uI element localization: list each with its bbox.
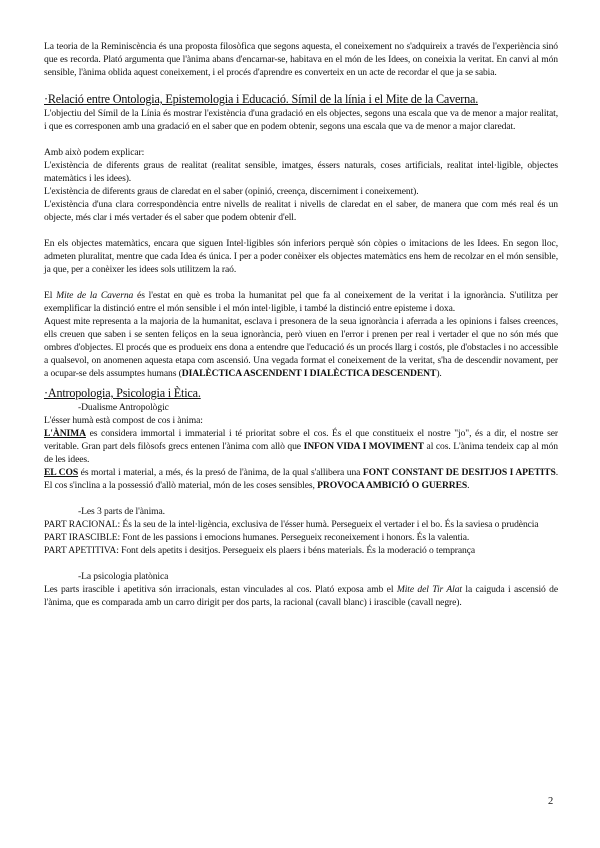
anima-label: L'ÀNIMA xyxy=(44,428,86,439)
cos-label: EL COS xyxy=(44,467,79,478)
subheading-dualisme: -Dualisme Antropològic xyxy=(78,402,169,413)
section-heading-antropologia: ·Antropologia, Psicologia i Ètica. xyxy=(44,386,201,400)
mite-caverna-italic: Mite de la Caverna xyxy=(56,290,134,301)
paragraph-explicar-intro: Amb això podem explicar: xyxy=(44,147,145,158)
paragraph-part-irascible: PART IRASCIBLE: Font de les passions i emocions humanes. Persegueix reconeixement i honors. És la valentia. xyxy=(44,532,470,543)
page-content xyxy=(44,40,558,609)
section-heading-ontologia: ·Relació entre Ontologia, Epistemologia i Educació. Símil de la línia i el Mite de la Caverna. xyxy=(44,92,479,106)
paragraph-part-racional: PART RACIONAL: És la seu de la intel·ligència, exclusiva de l'ésser humà. Persegueix el vertader i el bo. És la saviesa o prudència xyxy=(44,519,539,530)
paragraph-cos-anima-intro: L'ésser humà està compost de cos i ànima: xyxy=(44,415,203,426)
dialectica-bold: DIALÈCTICA ASCENDENT I DIALÈCTICA DESCENDENT xyxy=(181,368,437,379)
paragraph-anima: L'ÀNIMA es considera immortal i immaterial i té prioritat sobre el cos. És el que constitueix el nostre "jo", és a dir, el nostre ser veritable. Gran part dels filòsofs grecs entenen l'ànima com allò que INFON VIDA I MOVIMENT al cos. L'ànima tendeix cap al món de les idees. xyxy=(44,428,558,465)
paragraph-objectes-matematics: En els objectes matemàtics, encara que siguen Intel·ligibles són inferiors perquè són còpies o imitacions de les Idees. En segon lloc, admeten pluralitat, mentre que cada Idea és única. I per a poder conèixer els objectes matemàtics ens hem de recolzar en el món sensible, ja que, per a conèixer les idees sols utilitzem la raó. xyxy=(44,238,558,275)
paragraph-cos: EL COS és mortal i material, a més, és la presó de l'ànima, de la qual s'allibera una FONT CONSTANT DE DESITJOS I APETITS. El cos s'inclina a la possessió d'allò material, món de les coses sensibles, PROVOCA AMBICIÓ O GUERRES. xyxy=(44,467,558,491)
subheading-parts-anima: -Les 3 parts de l'ànima. xyxy=(78,506,165,517)
page-number: 2 xyxy=(548,796,554,807)
paragraph-mite-caverna: El Mite de la Caverna és l'estat en què es troba la humanitat pel que fa al coneixement de la veritat i la ignorància. S'utilitza per exemplificar la distinció entre el món sensible i el món intel·ligible, i també la distinció entre episteme i doxa. xyxy=(44,290,558,314)
intro-paragraph: La teoria de la Reminiscència és una proposta filosòfica que segons aquesta, el coneixement no s'adquireix a través de l'experiència sinó que es recorda. Plató argumenta que l'ànima abans d'encarnar-se, habitava en el món de les Idees, on coneixia la veritat. En canvi al món sensible, l'ànima oblida aquest coneixement, i el procés d'aprendre es converteix en un acte de recordar el que ja se sabia. xyxy=(44,41,558,78)
paragraph-graus-realitat: L'existència de diferents graus de realitat (realitat sensible, imatges, éssers naturals, coses artificials, realitat intel·ligible, objectes matemàtics i les idees). xyxy=(44,160,558,184)
paragraph-mite-representa: Aquest mite representa a la majoria de la humanitat, esclava i presonera de la seua ignorància i aferrada a les opinions i falses creences, ells creuen que saben i se senten feliços en la seua ignorància, però viuen en l'error i prenen per real i vertader el que no són més que ombres d'objectes. El procés que es produeix ens dona a entendre que l'educació és un procés llarg i costós, ple d'obstacles i no accessible a qualsevol, on anomenen aquesta etapa com ascensió. Una vegada format el coneixement de la veritat, s'ha de descendir novament, per a ocupar-se dels assumptes humans (DIALÈCTICA ASCENDENT I DIALÈCTICA DESCENDENT). xyxy=(44,316,558,379)
paragraph-psicologia: Les parts irascible i apetitiva són irracionals, estan vinculades al cos. Plató exposa amb el Mite del Tir Alat la caiguda i ascensió de l'ànima, que es comparada amb un carro dirigit per dos parts, la racional (cavall blanc) i irascible (cavall negre). xyxy=(44,584,558,608)
paragraph-part-apetitiva: PART APETITIVA: Font dels apetits i desitjos. Persegueix els plaers i béns materials. És la moderació o temprança xyxy=(44,545,476,556)
mite-tir-alat-italic: Mite del Tir Alat xyxy=(396,584,462,595)
paragraph-correspondencia: L'existència d'una clara correspondència entre nivells de realitat i nivells de claredat en el saber, de manera que com més real és un objecte, més clar i més vertader és el saber que podem obtenir d'ell. xyxy=(44,199,558,223)
paragraph-graus-claredat: L'existència de diferents graus de claredat en el saber (opinió, creença, discerniment i coneixement). xyxy=(44,186,419,197)
paragraph-simil-linia: L'objectiu del Símil de la Línia és mostrar l'existència d'una gradació en els objectes, segons una escala que va de menor a major realitat, i que es corresponen amb una gradació en el saber que en podem obtenir, segons una escala que va de menor a major claredat. xyxy=(44,108,558,132)
subheading-psicologia: -La psicologia platònica xyxy=(78,571,169,582)
